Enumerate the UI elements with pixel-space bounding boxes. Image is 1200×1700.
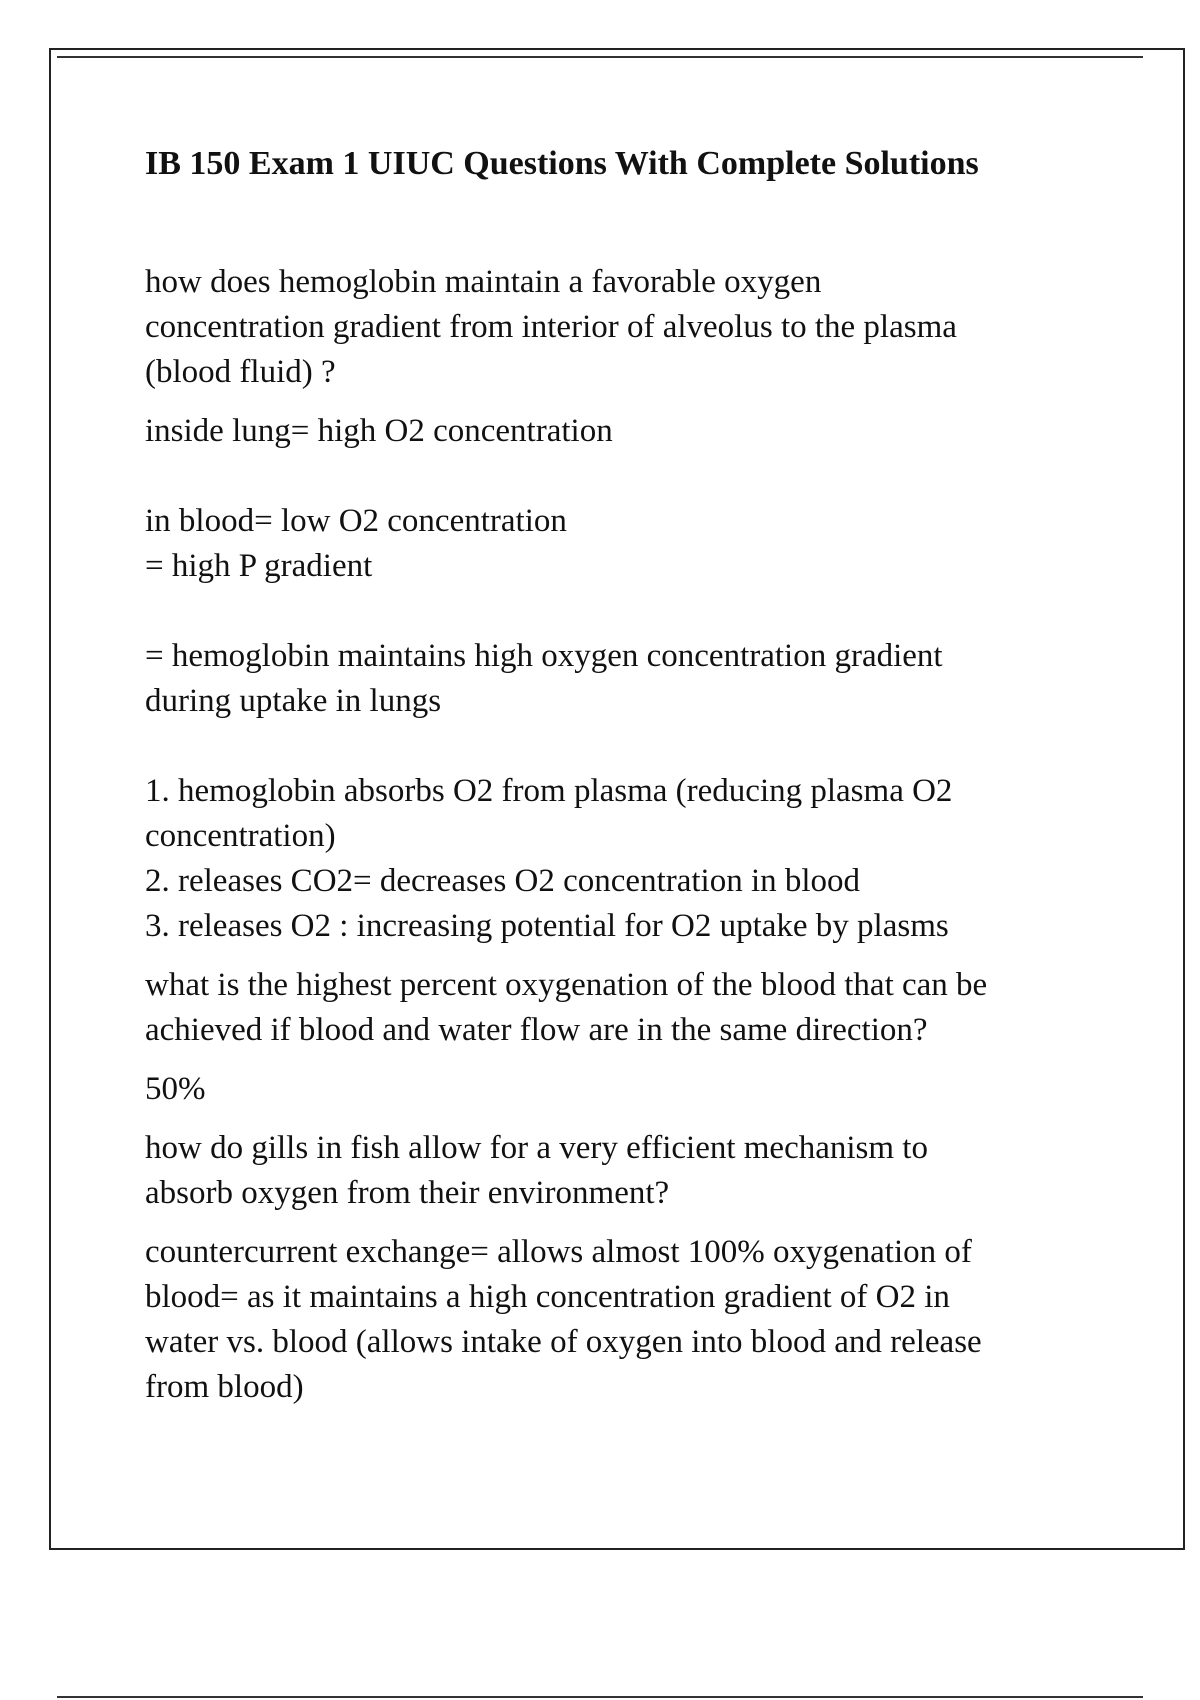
question-1: how does hemoglobin maintain a favorable oxygen concentration gradient from interior of alveolus to the plasma (blood fluid) ?	[145, 264, 957, 390]
question-3: how do gills in fish allow for a very efficient mechanism to absorb oxygen from their environment?	[145, 1130, 928, 1211]
answer-1: inside lung= high O2 concentration in blood= low O2 concentration = high P gradient = hemoglobin maintains high oxygen concentration gradient during uptake in lungs 1. hemoglobin absorbs O2 from plasma (reducing plasma O2 concentration) 2. releases CO2= decreases O2 concentration in blood 3. releases O2 : increasing potential for O2 uptake by plasms	[145, 413, 953, 944]
qa-list	[145, 260, 1105, 1410]
answer-2: 50%	[145, 1071, 206, 1107]
footer-rule	[57, 1696, 1143, 1698]
answer-3: countercurrent exchange= allows almost 100% oxygenation of blood= as it maintains a high concentration gradient of O2 in water vs. blood (allows intake of oxygen into blood and release from blood)	[145, 1234, 982, 1405]
question-2: what is the highest percent oxygenation of the blood that can be achieved if blood and water flow are in the same direction?	[145, 967, 988, 1048]
document-body	[145, 140, 1105, 1424]
document-title: IB 150 Exam 1 UIUC Questions With Complete Solutions	[145, 145, 979, 182]
